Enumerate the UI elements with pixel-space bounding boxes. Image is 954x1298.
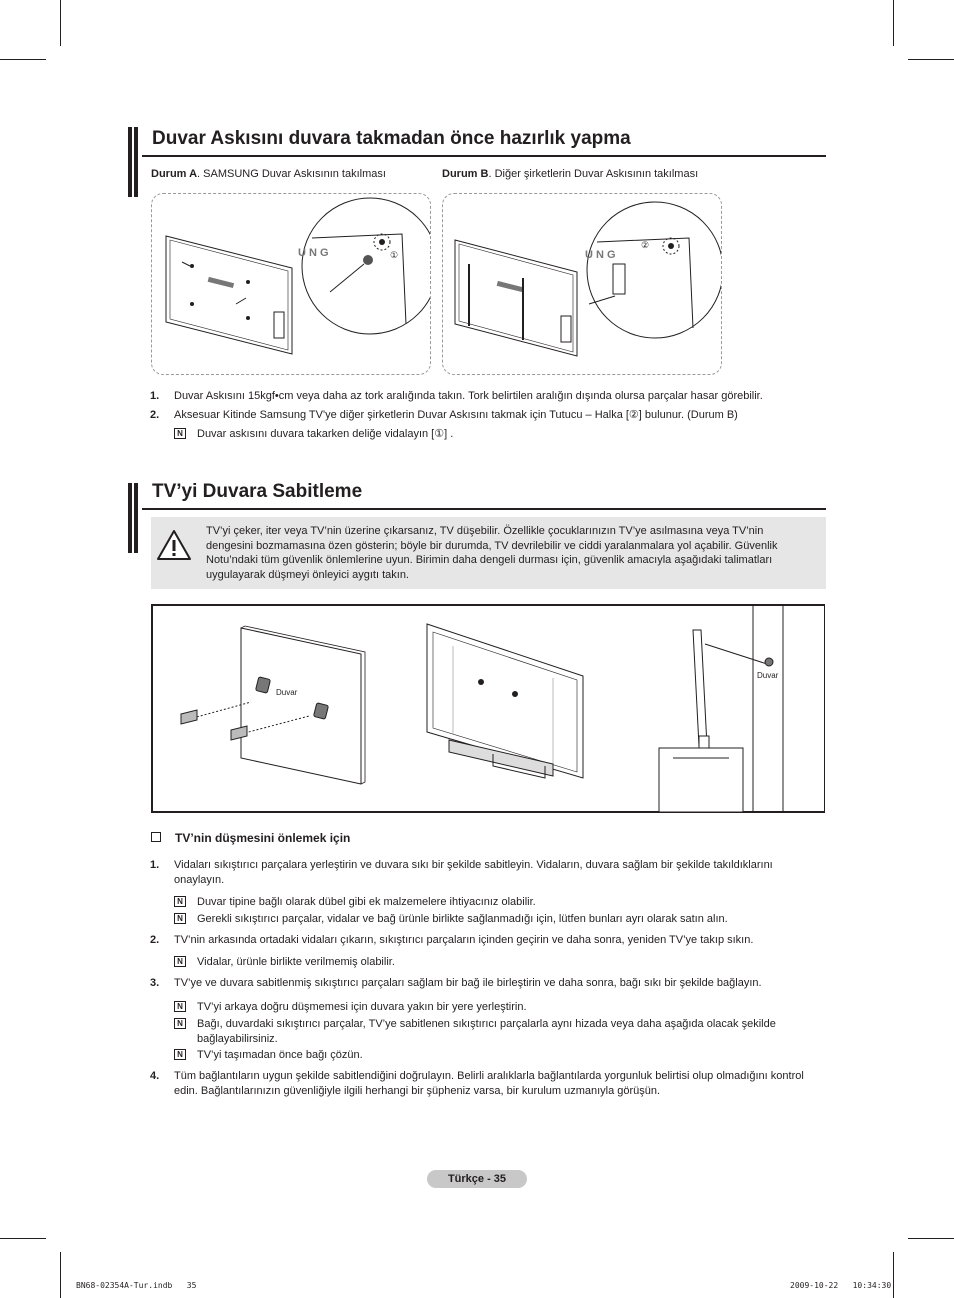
case-b-label: Durum B (442, 168, 489, 180)
note-icon: N (174, 1001, 186, 1012)
item-number: 2. (150, 409, 160, 421)
case-b-text: . Diğer şirketlerin Duvar Askısının takılması (488, 168, 699, 180)
item-text: Vidaları sıkıştırıcı parçalara yerleştirin ve duvara sıkı bir şekilde sabitleyin. Vidaların, duvara sağlam bir şekilde takıldıklarını onaylayın. (174, 859, 773, 886)
note-text: TV’yi taşımadan önce bağı çözün. (197, 1049, 363, 1061)
anti-fall-illustration (151, 604, 825, 813)
list-item (150, 408, 815, 423)
list-item (150, 389, 815, 404)
figure-case-a (151, 193, 431, 375)
item-number: 1. (150, 859, 160, 871)
section-title: TV’yi Duvara Sabitleme (152, 481, 363, 502)
crop-mark (0, 59, 46, 60)
section-bar (134, 483, 138, 553)
svg-text:U N G: U N G (585, 249, 616, 261)
subheading (151, 831, 350, 845)
wall-mount-illustration-b (443, 194, 721, 374)
case-b-caption (442, 167, 698, 181)
note-icon: N (174, 1049, 186, 1060)
section-rule (142, 508, 826, 510)
note-icon: N (174, 956, 186, 967)
item-text: Duvar Askısını 15kgf•cm veya daha az tork aralığında takın. Tork belirtilen aralığın dışında olursa parçalar hasar görebilir. (174, 390, 763, 402)
note-icon: N (174, 896, 186, 907)
section-bar (128, 483, 132, 553)
checkbox-icon (151, 832, 161, 842)
crop-mark (893, 1252, 894, 1298)
note-icon: N (174, 1018, 186, 1029)
note-text: Vidalar, ürünle birlikte verilmemiş olabilir. (197, 956, 395, 968)
note-text: Gerekli sıkıştırıcı parçalar, vidalar ve bağ ürünle birlikte sağlanmadığı için, lütfen bunları ayrı olarak satın alın. (197, 913, 728, 925)
note (174, 1017, 814, 1047)
note (174, 955, 814, 970)
warning-text: TV’yi çeker, iter veya TV’nin üzerine çıkarsanız, TV düşebilir. Özellikle çocuklarınızın TV’ye asılmasına veya TV’nin dengesini bozmamasına özen gösterin; böyle bir durumda, TV devrilebilir ve ciddi yaralanmalara yol açabilir. Güvenlik Notu’ndaki tüm güvenlik önlemlerine uyun. Birimin daha dengeli durması için, güvenlik amacıyla aşağıdaki talimatları uygulayarak düşmeyi önleyici aygıtı takın. (206, 525, 778, 581)
section-bar (134, 127, 138, 197)
item-number: 2. (150, 934, 160, 946)
list-item (150, 1069, 815, 1099)
svg-text:②: ② (641, 240, 650, 250)
section-bar (128, 127, 132, 197)
warning-triangle-icon (156, 529, 192, 561)
subheading-text: TV’nin düşmesini önlemek için (175, 831, 351, 845)
note-text: TV’yi arkaya doğru düşmemesi için duvara yakın bir yere yerleştirin. (197, 1001, 527, 1013)
wall-mount-illustration-a (152, 194, 430, 374)
case-a-text: . SAMSUNG Duvar Askısının takılması (197, 168, 386, 180)
item-number: 4. (150, 1070, 160, 1082)
wall-label-left: Duvar (276, 688, 298, 697)
figure-case-b (442, 193, 722, 375)
page-number-badge: Türkçe - 35 (427, 1170, 527, 1188)
item-text: Aksesuar Kitinde Samsung TV'ye diğer şirketlerin Duvar Askısını takmak için Tutucu – Halka [②] bulunur. (Durum B) (174, 409, 738, 421)
note (174, 1048, 814, 1063)
note-text: Duvar tipine bağlı olarak dübel gibi ek malzemelere ihtiyacınız olabilir. (197, 896, 536, 908)
warning-box (151, 517, 826, 589)
case-a-caption (151, 167, 386, 181)
crop-mark (60, 1252, 61, 1298)
anti-fall-drawing (153, 606, 825, 812)
list-item (150, 858, 815, 888)
wall-label-right: Duvar (757, 671, 779, 680)
crop-mark (60, 0, 61, 46)
note-icon: N (174, 428, 186, 439)
case-a-label: Durum A (151, 168, 198, 180)
list-item (150, 933, 815, 948)
item-text: Tüm bağlantıların uygun şekilde sabitlendiğini doğrulayın. Belirli aralıklarla bağlantılarda yorgunluk belirtisi olup olmadığını kontrol edin. Bağlantılarınızın güvenliğiyle ilgili herhangi bir şüpheniz varsa, bir kurulum uzmanıyla görüşün. (174, 1070, 804, 1097)
note (174, 427, 814, 442)
note (174, 895, 814, 910)
note (174, 912, 814, 927)
imprint-right: 2009-10-22 10:34:30 (790, 1281, 892, 1290)
section-title: Duvar Askısını duvara takmadan önce hazırlık yapma (152, 128, 631, 149)
note-text: Bağı, duvardaki sıkıştırıcı parçalar, TV’ye sabitlenen sıkıştırıcı parçalarla aynı hizada veya daha aşağıda olacak şekilde bağlayabilirsiniz. (197, 1018, 776, 1045)
crop-mark (893, 0, 894, 46)
crop-mark (0, 1238, 46, 1239)
item-text: TV’nin arkasında ortadaki vidaları çıkarın, sıkıştırıcı parçaların içinden geçirin ve daha sonra, yeniden TV’ye takıp sıkın. (174, 934, 754, 946)
crop-mark (908, 59, 954, 60)
note-text: Duvar askısını duvara takarken deliğe vidalayın [①] . (197, 428, 454, 440)
svg-text:U N G: U N G (298, 247, 329, 259)
section-rule (142, 155, 826, 157)
imprint-left: BN68-02354A-Tur.indb 35 (76, 1281, 197, 1290)
list-item (150, 976, 815, 991)
note-icon: N (174, 913, 186, 924)
item-text: TV’ye ve duvara sabitlenmiş sıkıştırıcı parçaları sağlam bir bağ ile birleştirin ve daha sonra, bağı sıkı bir şekilde bağlayın. (174, 977, 762, 989)
note (174, 1000, 814, 1015)
item-number: 3. (150, 977, 160, 989)
item-number: 1. (150, 390, 160, 402)
svg-text:①: ① (390, 250, 399, 260)
crop-mark (908, 1238, 954, 1239)
